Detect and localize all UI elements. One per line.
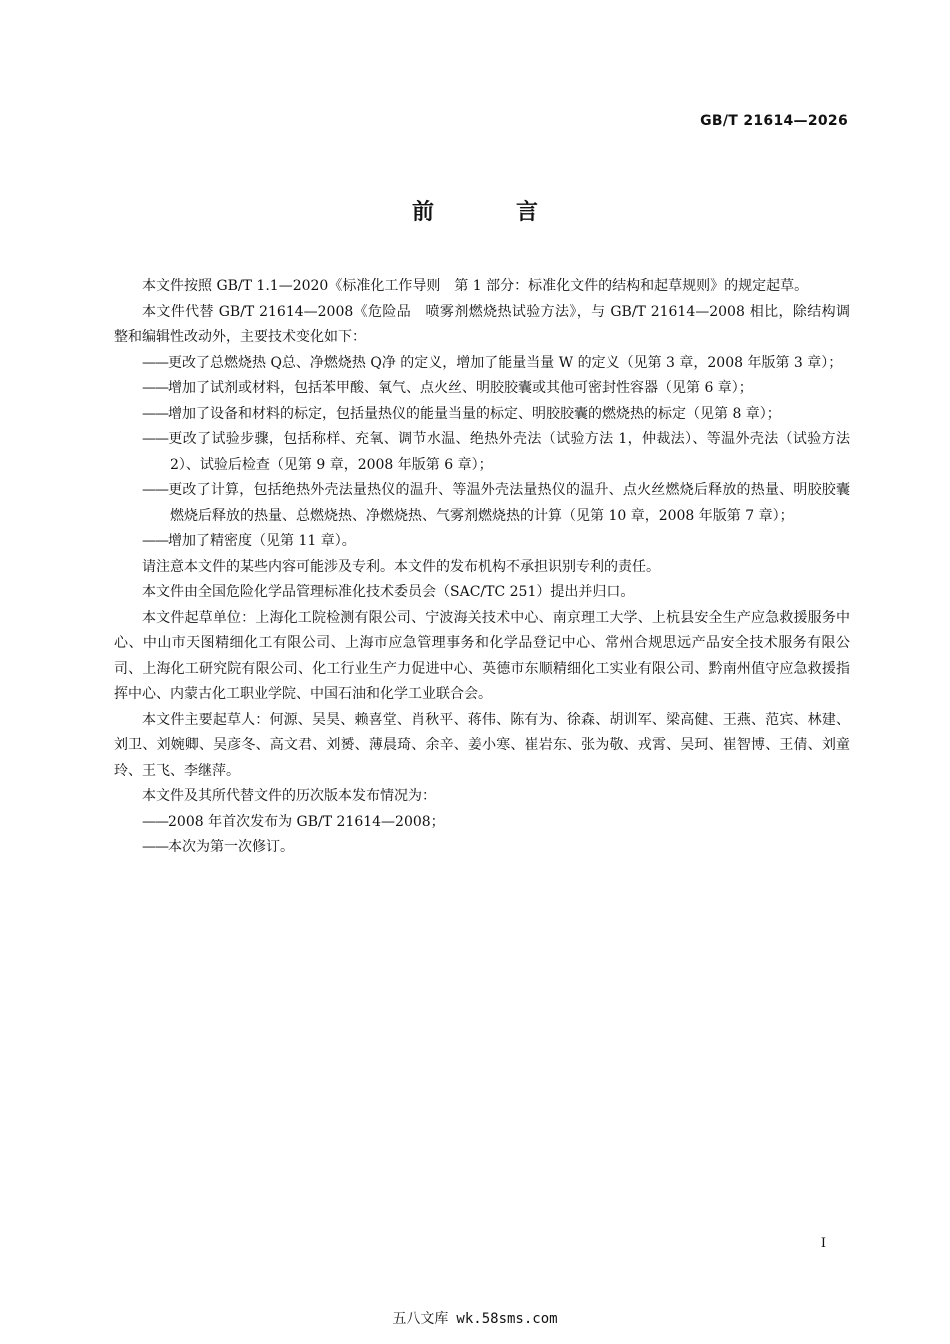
footer-watermark — [0, 1308, 950, 1328]
list-dash: —— — [142, 431, 168, 447]
list-dash: —— — [142, 839, 168, 855]
footer-site-name: 五八文库 — [392, 1311, 449, 1327]
paragraph: 本文件由全国危险化学品管理标准化技术委员会（SAC/TC 251）提出并归口。 — [142, 584, 635, 600]
list-item-text: 更改了试验步骤，包括称样、充氧、调节水温、绝热外壳法（试验方法 1，仲裁法）、等温外壳法（试验方法 2）、试验后检查（见第 9 章，2008 年版第 6 章）； — [168, 431, 850, 473]
list-dash: —— — [142, 380, 168, 396]
paragraph: 本文件代替 GB/T 21614—2008《危险品 喷雾剂燃烧热试验方法》，与 GB/T 21614—2008 相比，除结构调整和编辑性改动外，主要技术变化如下： — [114, 303, 850, 345]
list-dash: —— — [142, 405, 168, 422]
list-dash: —— — [142, 813, 168, 830]
list-item-text: 更改了总燃烧热 Q总、净燃烧热 Q净 的定义，增加了能量当量 W 的定义（见第 3 章，2008 年版第 3 章）； — [168, 354, 843, 371]
paragraph: 本文件及其所代替文件的历次版本发布情况为： — [142, 788, 436, 804]
list-dash: —— — [142, 482, 168, 498]
list-item — [114, 835, 850, 861]
list-item — [114, 351, 850, 377]
page-number: I — [820, 1236, 826, 1251]
list-item — [114, 402, 850, 428]
standard-code: GB/T 21614—2026 — [700, 113, 848, 129]
list-item-text: 2008 年首次发布为 GB/T 21614—2008； — [168, 813, 445, 830]
list-item-text: 本次为第一次修订。 — [168, 839, 294, 855]
list-item-text: 增加了精密度（见第 11 章）。 — [168, 533, 356, 549]
footer-site-url[interactable]: wk.58sms.com — [456, 1311, 558, 1327]
list-item — [114, 376, 850, 402]
list-item-text: 更改了计算，包括绝热外壳法量热仪的温升、等温外壳法量热仪的温升、点火丝燃烧后释放的热量、明胶胶囊燃烧后释放的热量、总燃烧热、净燃烧热、气雾剂燃烧热的计算（见第 10 章，2008 年版第 7 章）； — [168, 482, 850, 524]
paragraph: 本文件按照 GB/T 1.1—2020《标准化工作导则 第 1 部分：标准化文件的结构和起草规则》的规定起草。 — [142, 278, 809, 294]
paragraph: 请注意本文件的某些内容可能涉及专利。本文件的发布机构不承担识别专利的责任。 — [142, 558, 660, 575]
list-item — [114, 427, 850, 478]
list-item-text: 增加了设备和材料的标定，包括量热仪的能量当量的标定、明胶胶囊的燃烧热的标定（见第 8 章）； — [168, 405, 781, 422]
list-dash: —— — [142, 354, 168, 371]
list-dash: —— — [142, 533, 168, 549]
document-body — [114, 274, 850, 861]
list-item — [114, 529, 850, 555]
list-item — [114, 810, 850, 836]
paragraph: 本文件起草单位：上海化工院检测有限公司、宁波海关技术中心、南京理工大学、上杭县安全生产应急救援服务中心、中山市天图精细化工有限公司、上海市应急管理事务和化学品登记中心、常州合规思远产品安全技术服务有限公司、上海化工研究院有限公司、化工行业生产力促进中心、英德市东顺精细化工实业有限公司、黔南州值守应急救援指挥中心、内蒙古化工职业学院、中国石油和化学工业联合会。 — [114, 609, 850, 702]
list-item — [114, 478, 850, 529]
list-item-text: 增加了试剂或材料，包括苯甲酸、氧气、点火丝、明胶胶囊或其他可密封性容器（见第 6 章）； — [168, 380, 753, 396]
page-title: 前 言 — [411, 200, 568, 225]
paragraph: 本文件主要起草人：何源、吴昊、赖喜堂、肖秋平、蒋伟、陈有为、徐森、胡训军、梁高健、王燕、范宾、林建、刘卫、刘婉卿、吴彦冬、高文君、刘赟、薄晨琦、余辛、姜小寒、崔岩东、张为敬、戎霄、吴珂、崔智博、王倩、刘童玲、王飞、李继萍。 — [114, 711, 850, 779]
